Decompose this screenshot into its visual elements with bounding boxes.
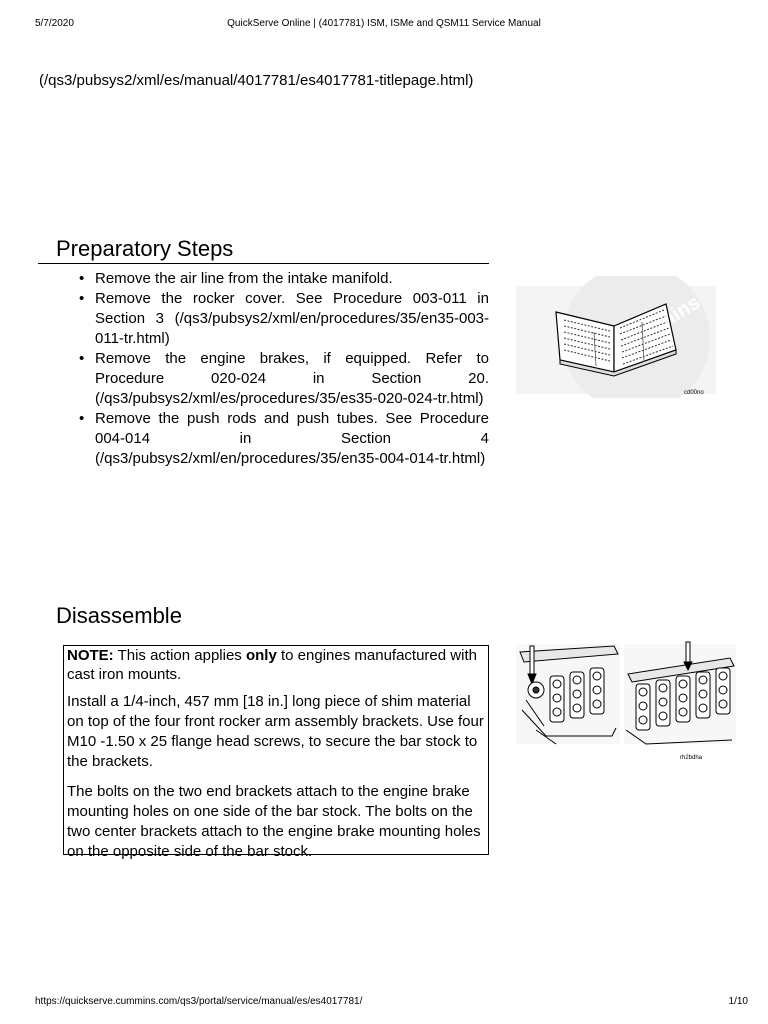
note-emphasis: only — [245, 647, 277, 664]
list-item — [76, 349, 489, 409]
footer-url: https://quickserve.cummins.com/qs3/portal/service/manual/es/es4017781/ — [35, 996, 363, 1007]
instruction-paragraph: The bolts on the two end brackets attach to the engine brake mounting holes on one side of the bar stock. The bolts on the two center brackets attach to the engine brake mounting holes on the opposite side of the bar stock. — [67, 783, 481, 860]
title-page-link[interactable]: (/qs3/pubsys2/xml/es/manual/4017781/es4017781-titlepage.html) — [39, 72, 474, 89]
note-label: NOTE: — [67, 647, 114, 664]
note-box — [63, 645, 489, 860]
print-page-title: QuickServe Online | (4017781) ISM, ISMe and QSM11 Service Manual — [227, 18, 541, 29]
figure-code: cd00no — [684, 390, 704, 396]
step-text[interactable]: Remove the rocker cover. See Procedure 003-011 in Section 3 (/qs3/pubsys2/xml/en/procedures/35/en35-003-011-tr.html) — [95, 290, 489, 347]
instruction-paragraph: Install a 1/4-inch, 457 mm [18 in.] long piece of shim material on top of the four front rocker arm assembly brackets. Use four M10 -1.50 x 25 flange head screws, to secure the bar stock to the brackets. — [67, 693, 484, 770]
preparatory-steps-heading: Preparatory Steps — [56, 236, 234, 261]
note-text: to engines manufactured with cast iron mounts. — [67, 647, 477, 683]
list-item — [76, 289, 489, 349]
note-text: This action applies — [113, 647, 246, 664]
bullet-icon: • — [79, 350, 85, 367]
heading-divider — [38, 263, 489, 264]
bullet-icon: • — [79, 290, 85, 307]
manual-book-illustration — [516, 276, 716, 398]
list-item — [76, 409, 489, 469]
preparatory-steps-list — [76, 269, 489, 469]
figure-code: rh2bdha — [680, 755, 703, 761]
list-item — [76, 269, 489, 289]
print-date: 5/7/2020 — [35, 18, 74, 29]
step-text: Remove the air line from the intake manifold. — [95, 270, 393, 287]
rocker-bracket-illustration — [516, 640, 738, 765]
note-paragraph — [64, 646, 488, 684]
disassemble-heading: Disassemble — [56, 603, 182, 628]
bullet-icon: • — [79, 410, 85, 427]
step-text[interactable]: Remove the engine brakes, if equipped. Refer to Procedure 020-024 in Section 20. (/qs3/pubsys2/xml/es/procedures/35/es35-020-024-tr.html) — [95, 350, 489, 407]
bullet-icon: • — [79, 270, 85, 287]
step-text[interactable]: Remove the push rods and push tubes. See Procedure 004-014 in Section 4 (/qs3/pubsys2/xml/en/procedures/35/en35-004-014-tr.html) — [95, 410, 489, 467]
page-number: 1/10 — [728, 996, 748, 1007]
